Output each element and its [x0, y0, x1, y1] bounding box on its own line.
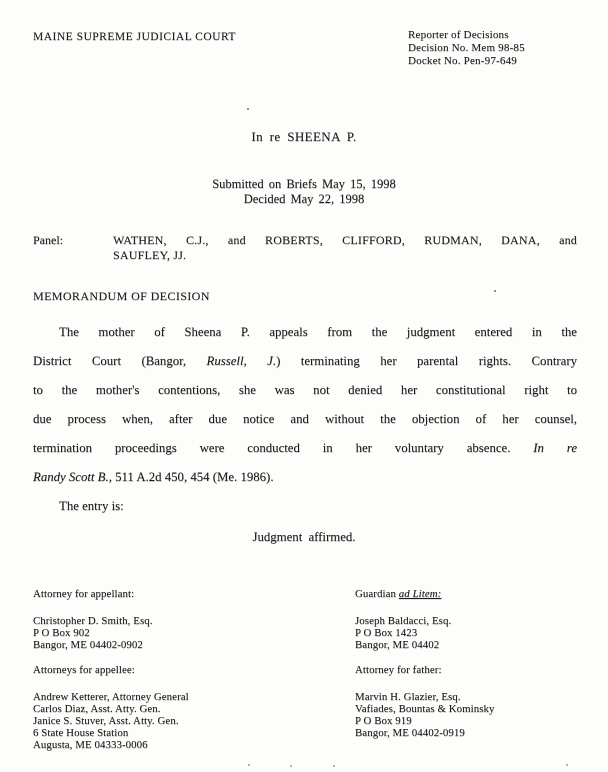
dates-block [0, 177, 608, 207]
counsel-line: Janice S. Stuver, Asst. Atty. Gen. [33, 715, 179, 727]
counsel-line: Vafiades, Bountas & Kominsky [355, 703, 495, 715]
scan-artifact-dot [333, 765, 335, 767]
counsel-right-column [355, 588, 585, 752]
counsel-line: Marvin H. Glazier, Esq. [355, 691, 461, 703]
body-segment: due process when, after due notice and without the objection of her counsel, [33, 412, 577, 426]
scan-artifact-dot [566, 764, 568, 766]
memorandum-heading: MEMORANDUM OF DECISION [33, 289, 210, 303]
body-segment: District Court (Bangor, [33, 354, 207, 368]
reporter-block [408, 29, 525, 68]
body-segment: , 511 A.2d 450, 454 (Me. 1986). [108, 470, 274, 484]
counsel-line: Carlos Diaz, Asst. Atty. Gen. [33, 703, 161, 715]
body-line [33, 376, 577, 405]
guardian-label: Guardian [355, 588, 399, 600]
counsel-line: P O Box 1423 [355, 627, 418, 639]
body-line [33, 405, 577, 434]
counsel-line: Andrew Ketterer, Attorney General [33, 691, 189, 703]
body-line [33, 463, 577, 492]
judgment-entry: Judgment affirmed. [252, 530, 356, 544]
counsel-line: P O Box 902 [33, 627, 90, 639]
decision-body [33, 318, 577, 521]
body-line [33, 347, 577, 376]
counsel-line: Christopher D. Smith, Esq. [33, 615, 153, 627]
body-segment: termination proceedings were conducted in her voluntary absence. [33, 441, 534, 455]
counsel-line: Augusta, ME 04333-0006 [33, 739, 148, 751]
guardian-ad-litem-group [355, 588, 585, 651]
case-title: In re SHEENA P. [251, 129, 357, 144]
body-segment-italic: Randy Scott B. [33, 470, 109, 484]
scan-artifact-dot [247, 108, 249, 110]
body-segment: to the mother's contentions, she was not denied her constitutional right to [33, 383, 577, 397]
body-segment: ) terminating her parental rights. Contrary [276, 354, 577, 368]
reporter-of-decisions: Reporter of Decisions [408, 29, 509, 41]
body-segment-italic: In re [533, 441, 577, 455]
counsel-line: Bangor, ME 04402-0902 [33, 639, 143, 651]
body-segment: The entry is: [59, 499, 124, 513]
counsel-line: 6 State House Station [33, 727, 129, 739]
ad-litem-label: ad Litem: [398, 588, 442, 600]
court-name: MAINE SUPREME JUDICIAL COURT [33, 31, 236, 43]
body-segment: The mother of Sheena P. appeals from the judgment entered in the [59, 325, 577, 339]
body-segment-italic: Russell, J. [206, 354, 277, 368]
panel-justices [113, 233, 577, 262]
counsel-line: P O Box 919 [355, 715, 412, 727]
scan-artifact-dot [248, 764, 250, 766]
appellant-counsel-heading: Attorney for appellant: [33, 588, 135, 600]
submitted-date: Submitted on Briefs May 15, 1998 [212, 177, 396, 191]
body-line [33, 492, 577, 521]
scan-artifact-dot [494, 290, 496, 292]
counsel-line: Bangor, ME 04402 [355, 639, 440, 651]
panel-label: Panel: [33, 233, 63, 247]
appellee-counsel-heading: Attorneys for appellee: [33, 664, 135, 676]
appellant-counsel-group [33, 588, 333, 651]
father-counsel-heading: Attorney for father: [355, 664, 442, 676]
body-line [33, 434, 577, 463]
counsel-left-column [33, 588, 333, 764]
counsel-line: Joseph Baldacci, Esq. [355, 615, 452, 627]
decided-date: Decided May 22, 1998 [243, 192, 365, 206]
panel-justices-line2: SAUFLEY, JJ. [113, 247, 187, 262]
appellee-counsel-group [33, 664, 333, 751]
guardian-ad-litem-heading [355, 588, 585, 600]
scan-artifact-dot [290, 765, 292, 767]
counsel-line: Bangor, ME 04402-0919 [355, 727, 465, 739]
panel-justices-line1: WATHEN, C.J., and ROBERTS, CLIFFORD, RUDMAN, DANA, and [113, 233, 577, 247]
father-counsel-group [355, 664, 585, 739]
decision-number: Decision No. Mem 98-85 [408, 42, 525, 54]
body-line [33, 318, 577, 347]
docket-number: Docket No. Pen-97-649 [408, 55, 517, 67]
